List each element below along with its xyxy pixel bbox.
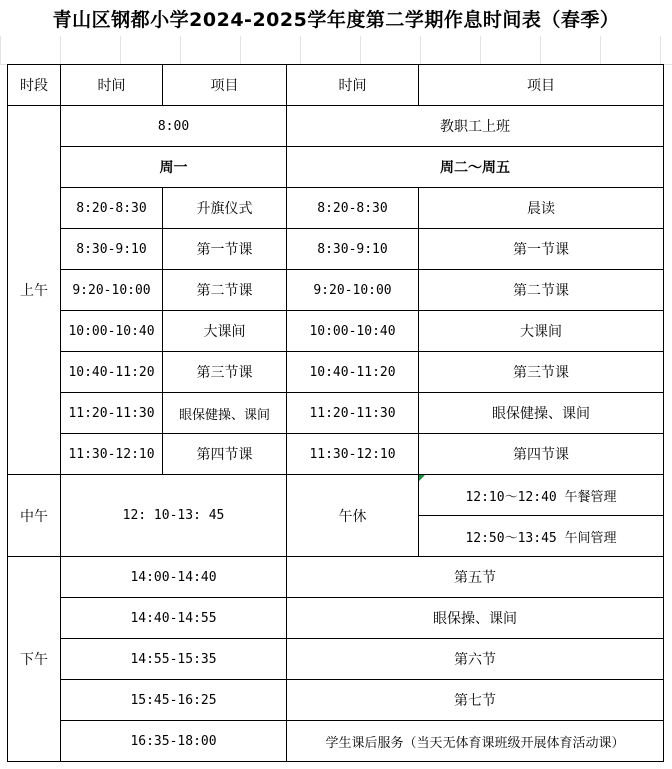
time-cell: 8:30-9:10 [61, 229, 163, 270]
time-cell: 15:45-16:25 [61, 680, 287, 721]
item-cell: 眼保健操、课间 [163, 393, 287, 434]
table-row [8, 557, 664, 598]
group-monday: 周一 [61, 147, 287, 188]
header-row [8, 65, 664, 106]
table-row [8, 147, 664, 188]
item-cell: 眼保健操、课间 [419, 393, 664, 434]
page-title: 青山区钢都小学2024-2025学年度第二学期作息时间表（春季） [52, 8, 620, 31]
table-row [8, 229, 664, 270]
item-cell: 第一节课 [419, 229, 664, 270]
noon-item: 午休 [287, 475, 419, 557]
table-row [8, 680, 664, 721]
item-cell: 眼保操、课间 [287, 598, 664, 639]
table-row [8, 270, 664, 311]
table-row [8, 188, 664, 229]
time-cell: 16:35-18:00 [61, 721, 287, 762]
item-cell: 第二节课 [419, 270, 664, 311]
header-period: 时段 [8, 65, 61, 106]
time-cell: 8:20-8:30 [61, 188, 163, 229]
table-row [8, 311, 664, 352]
time-cell: 14:40-14:55 [61, 598, 287, 639]
table-row [8, 393, 664, 434]
table-row [8, 106, 664, 147]
spreadsheet-empty-row [0, 36, 672, 65]
time-cell: 10:40-11:20 [61, 352, 163, 393]
time-cell: 9:20-10:00 [61, 270, 163, 311]
item-cell: 学生课后服务（当天无体育课班级开展体育活动课） [287, 721, 664, 762]
time-cell: 8:30-9:10 [287, 229, 419, 270]
time-cell: 11:30-12:10 [61, 434, 163, 475]
time-cell: 10:40-11:20 [287, 352, 419, 393]
time-cell: 10:00-10:40 [287, 311, 419, 352]
time-cell: 11:20-11:30 [61, 393, 163, 434]
item-cell: 第三节课 [163, 352, 287, 393]
item-cell: 升旗仪式 [163, 188, 287, 229]
noon-time: 12: 10-13: 45 [61, 475, 287, 557]
time-cell: 10:00-10:40 [61, 311, 163, 352]
period-morning: 上午 [8, 106, 61, 475]
time-cell: 11:20-11:30 [287, 393, 419, 434]
table-row [8, 598, 664, 639]
time-cell: 11:30-12:10 [287, 434, 419, 475]
start-time: 8:00 [61, 106, 287, 147]
period-afternoon: 下午 [8, 557, 61, 762]
schedule-table [7, 64, 664, 762]
header-time-left: 时间 [61, 65, 163, 106]
item-cell: 第二节课 [163, 270, 287, 311]
item-cell: 第一节课 [163, 229, 287, 270]
header-time-right: 时间 [287, 65, 419, 106]
table-row [8, 352, 664, 393]
header-item-right: 项目 [419, 65, 664, 106]
item-cell: 大课间 [163, 311, 287, 352]
start-item: 教职工上班 [287, 106, 664, 147]
period-noon: 中午 [8, 475, 61, 557]
noon-sub-rest: 12:50～13:45 午间管理 [419, 516, 664, 557]
table-row [8, 434, 664, 475]
header-item-left: 项目 [163, 65, 287, 106]
item-cell: 第七节 [287, 680, 664, 721]
table-row [8, 475, 664, 516]
item-cell: 第三节课 [419, 352, 664, 393]
item-cell: 第四节课 [163, 434, 287, 475]
noon-sub-lunch: 12:10～12:40 午餐管理 [419, 475, 664, 516]
table-row [8, 639, 664, 680]
item-cell: 第四节课 [419, 434, 664, 475]
table-row [8, 721, 664, 762]
time-cell: 8:20-8:30 [287, 188, 419, 229]
time-cell: 9:20-10:00 [287, 270, 419, 311]
item-cell: 第五节 [287, 557, 664, 598]
time-cell: 14:55-15:35 [61, 639, 287, 680]
item-cell: 晨读 [419, 188, 664, 229]
time-cell: 14:00-14:40 [61, 557, 287, 598]
cell-comment-indicator [419, 475, 425, 481]
item-cell: 第六节 [287, 639, 664, 680]
group-tue-fri: 周二～周五 [287, 147, 664, 188]
item-cell: 大课间 [419, 311, 664, 352]
